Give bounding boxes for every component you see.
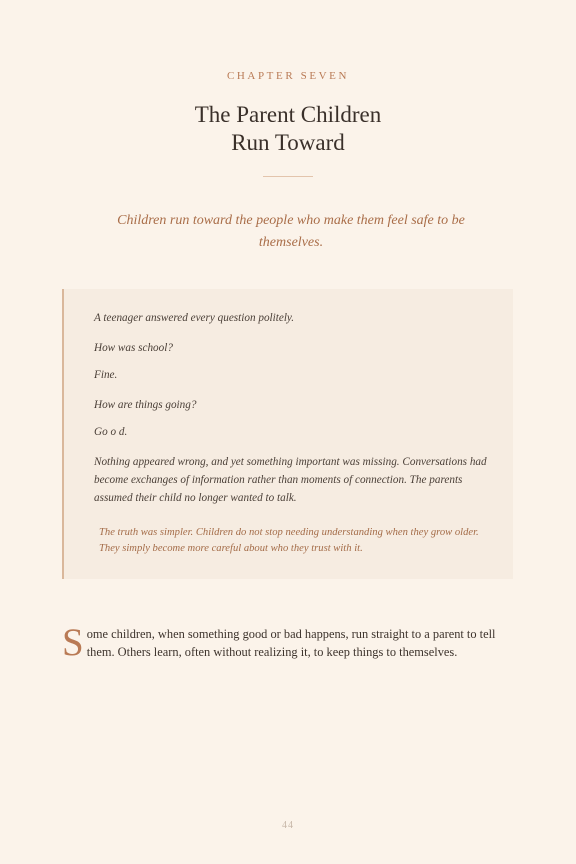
chapter-title-line-2: Run Toward	[231, 130, 345, 155]
page-number: 44	[282, 820, 294, 831]
chapter-title-line-1: The Parent Children	[194, 102, 382, 127]
body-paragraph	[62, 621, 516, 664]
chapter-label: CHAPTER SEVEN	[226, 70, 350, 82]
story-paragraph: Nothing appeared wrong, and yet something important was missing. Conversations had become exchanges of information rather than moments of connection. The parents assumed their child no longer wanted to talk.	[94, 456, 487, 504]
story-line: How was school?	[94, 342, 173, 354]
story-line: A teenager answered every question politely.	[94, 312, 295, 324]
story-insight: The truth was simpler. Children do not stop needing understanding when they grow older. They simply become more careful about who they trust with it.	[99, 527, 479, 554]
story-line: Fine.	[94, 369, 118, 381]
body-paragraph-text: ome children, when something good or bad happens, run straight to a parent to tell them. Others learn, often without realizing it, to keep things to themselves.	[86, 627, 496, 659]
chapter-title	[0, 101, 576, 157]
story-line: Go o d.	[94, 426, 128, 438]
title-divider	[263, 176, 313, 177]
story-callout-box	[62, 289, 513, 579]
drop-cap: S	[62, 621, 84, 664]
chapter-epigraph: Children run toward the people who make them feel safe to be themselves.	[117, 213, 465, 250]
story-line: How are things going?	[94, 399, 197, 411]
